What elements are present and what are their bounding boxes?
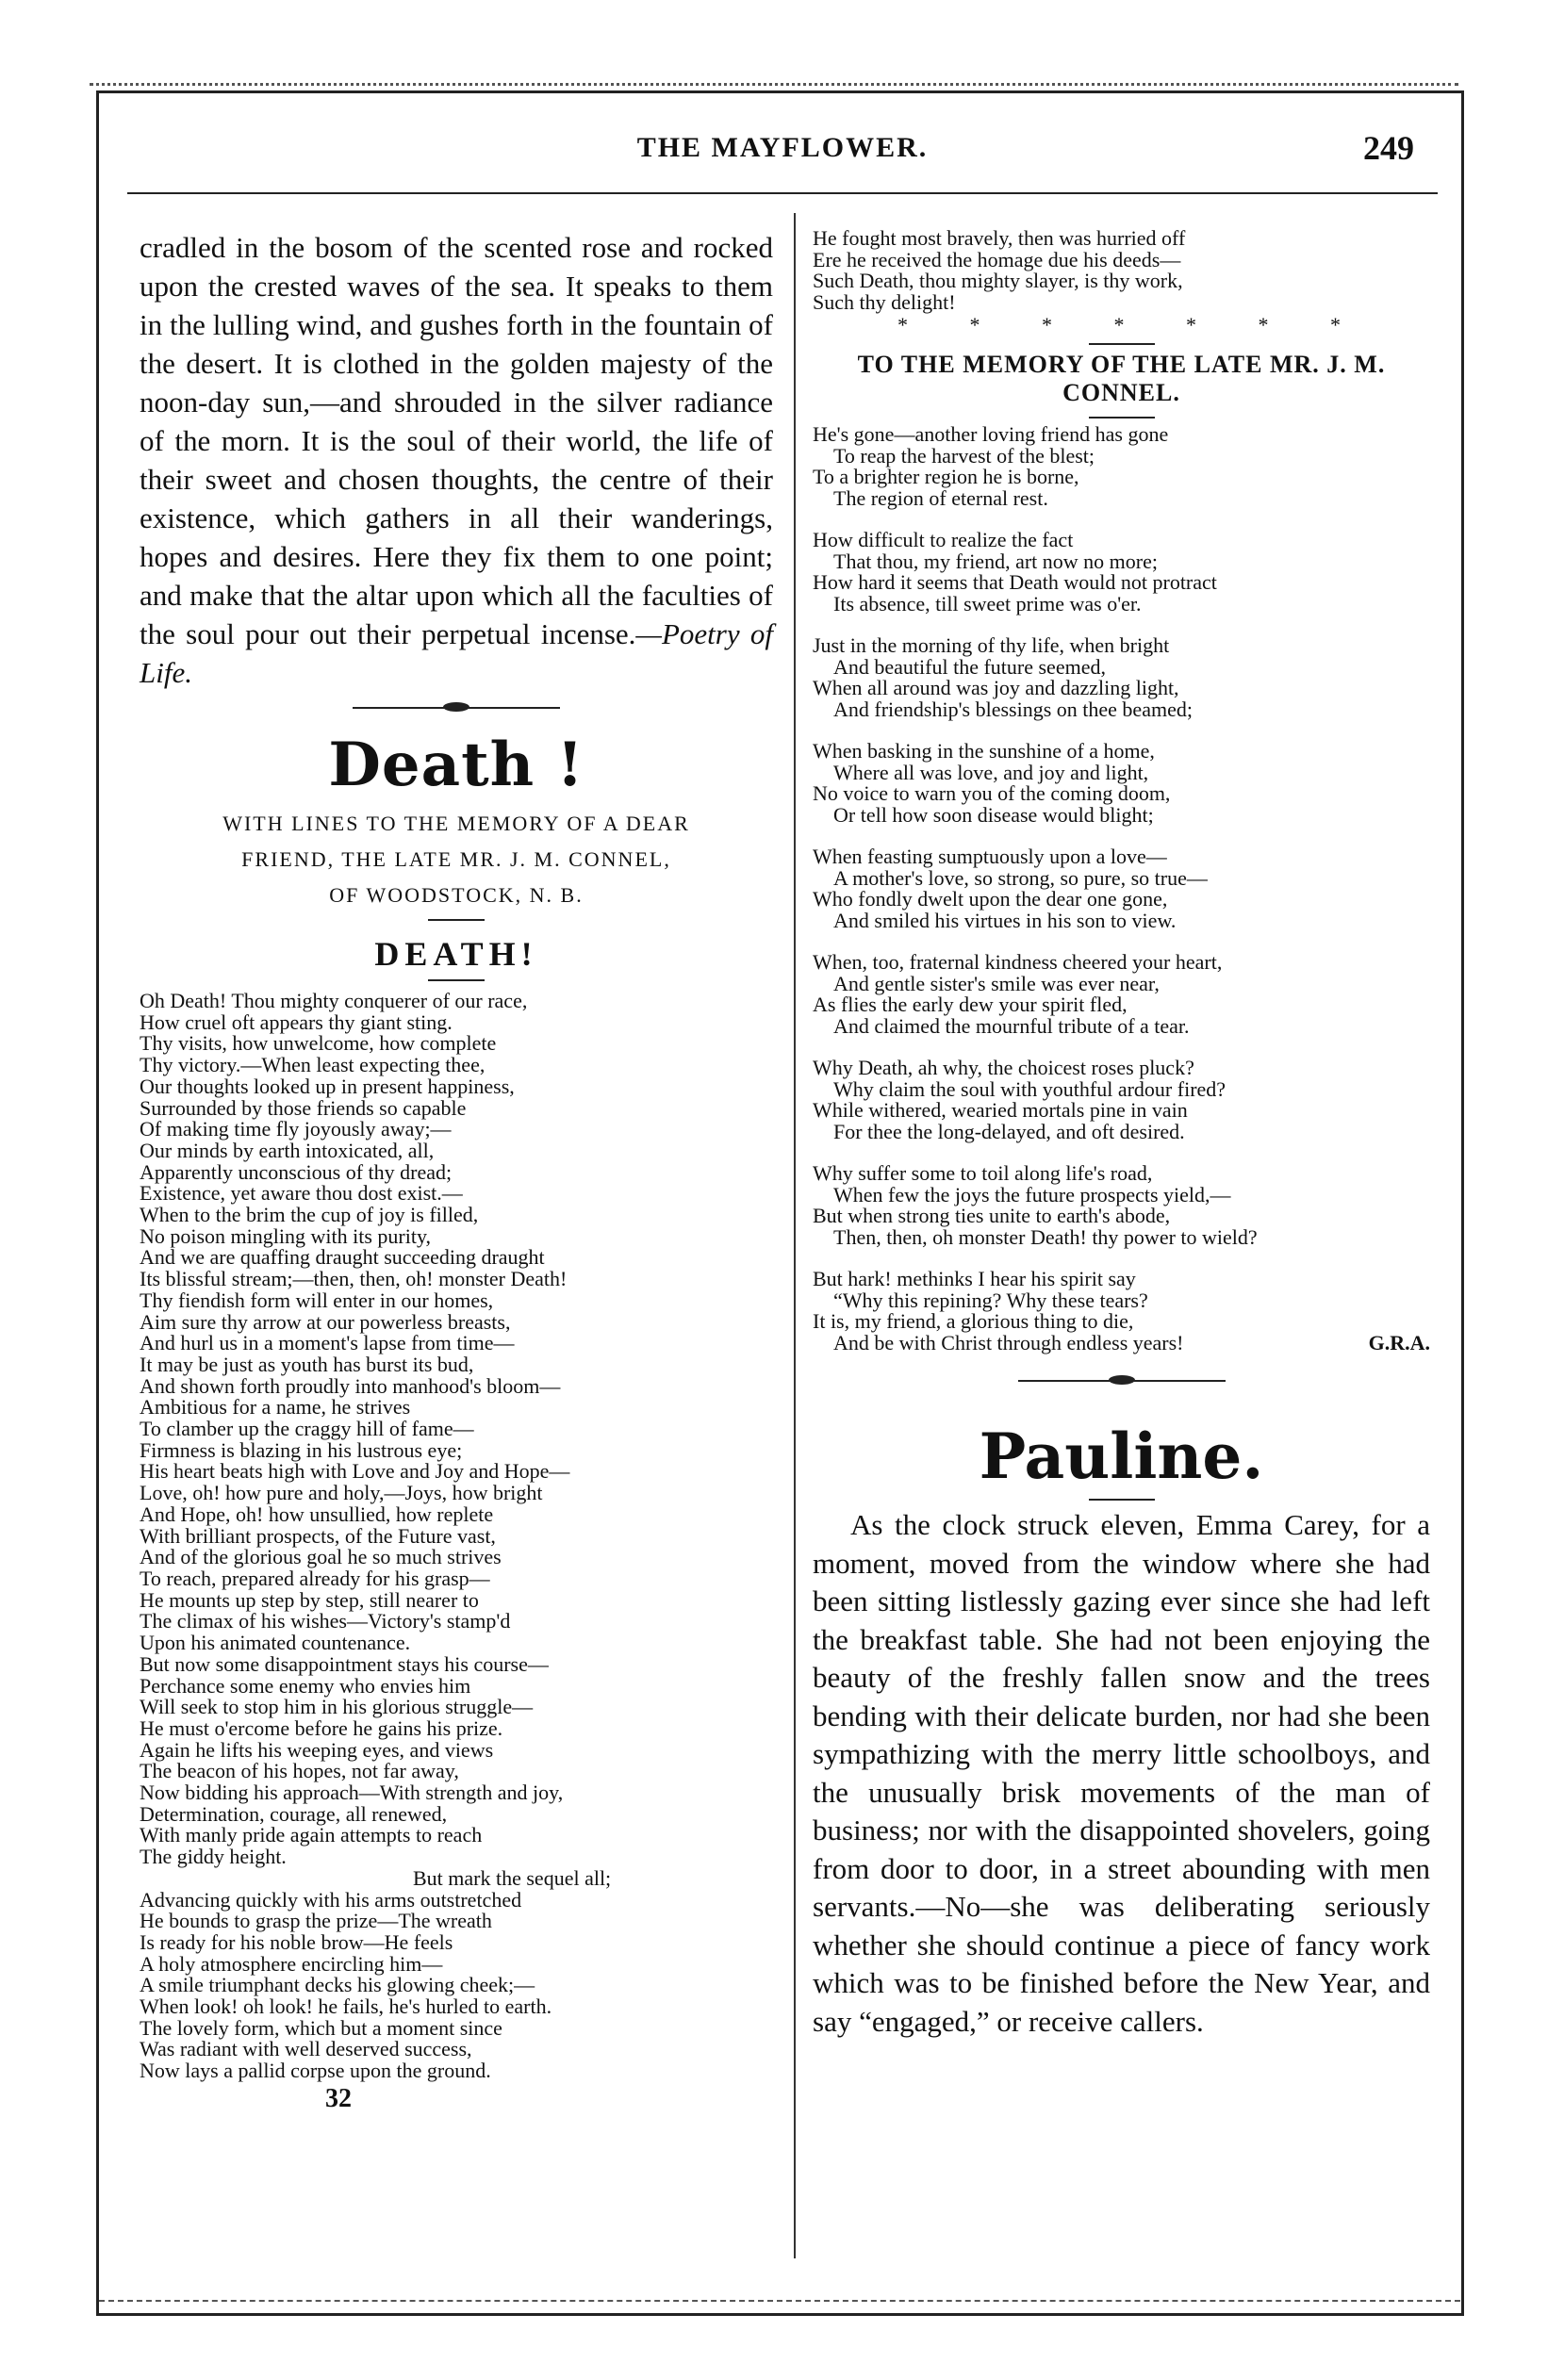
stanza-line-text: Why suffer some to toil along life's road,: [813, 1161, 1153, 1185]
stanza-line: [813, 572, 1430, 594]
poem-line: Advancing quickly with his arms outstretched: [140, 1887, 522, 1912]
left-column: [140, 228, 773, 2114]
stanza-line: [813, 802, 1430, 827]
subheading-line: OF WOODSTOCK, N. B.: [329, 883, 584, 907]
stanza-line: [813, 591, 1430, 616]
stanza-line: [813, 467, 1430, 488]
stanza: [813, 1269, 1430, 1354]
ornament-rule: [353, 702, 560, 714]
stanza: [813, 846, 1430, 931]
right-column: [813, 228, 1430, 2041]
section-ornament: [813, 1374, 1430, 1391]
page-header: [132, 129, 1433, 179]
poem-line: Ambitious for a name, he strives: [140, 1395, 411, 1420]
column-divider: [794, 213, 796, 2258]
stanza-line: [813, 1269, 1430, 1290]
stanza: [813, 635, 1430, 720]
stanza-line: [813, 994, 1430, 1016]
stanza-line-text: While withered, wearied mortals pine in vain: [813, 1098, 1188, 1122]
torn-top-edge: [90, 83, 1458, 86]
stanza-line-text: Where all was love, and joy and light,: [833, 760, 1149, 784]
poem-line: Oh Death! Thou mighty conquerer of our race,: [140, 989, 528, 1012]
stanza-line-text: Just in the morning of thy life, when bright: [813, 633, 1170, 657]
stanza: [813, 952, 1430, 1037]
poem-line: When look! oh look! he fails, he's hurled to earth.: [140, 1994, 552, 2019]
poem-line: Determination, courage, all renewed,: [140, 1801, 448, 1826]
stanza-line-text: It is, my friend, a glorious thing to die,: [813, 1309, 1134, 1333]
poem-line: Thy fiendish form will enter in our homes,: [140, 1288, 494, 1312]
death-poem: [140, 991, 773, 2082]
poem-line: A smile triumphant decks his glowing cheek;—: [140, 1973, 535, 1997]
poem-line: He mounts up step by step, still nearer to: [140, 1587, 479, 1612]
poem-line: Aim sure thy arrow at our powerless breasts,: [140, 1309, 511, 1334]
signature: G.R.A.: [1368, 1330, 1430, 1354]
poem-line: The beacon of his hopes, not far away,: [140, 1759, 459, 1783]
poem-line: Love, oh! how pure and holy,—Joys, how bright: [140, 1481, 543, 1505]
memorial-stanzas: [813, 424, 1430, 1354]
short-rule: [1089, 1499, 1155, 1501]
poem-line: When to the brim the cup of joy is filled,: [140, 1203, 479, 1227]
stanza: [813, 1058, 1430, 1142]
poem-line: Firmness is blazing in his lustrous eye;: [140, 1437, 463, 1462]
verse-line: Such thy delight!: [813, 289, 956, 314]
poem-line: The giddy height.: [140, 1845, 287, 1869]
stanza-line-text: When few the joys the future prospects yield,—: [833, 1182, 1231, 1206]
stanza-line: [813, 783, 1430, 805]
stanza-line-text: When feasting sumptuously upon a love—: [813, 845, 1167, 868]
stanza-line: [813, 530, 1430, 551]
poem-line: But mark the sequel all;: [413, 1865, 612, 1890]
stanza-line: [813, 1330, 1430, 1354]
header-rule: [127, 192, 1438, 194]
short-rule: [1089, 343, 1155, 345]
stanza-line: [813, 889, 1430, 911]
poem-line: His heart beats high with Love and Joy and Hope—: [140, 1459, 570, 1484]
stanza-line: [813, 485, 1430, 510]
poem-line: How cruel oft appears thy giant sting.: [140, 1009, 453, 1034]
ornament-rule: [1018, 1375, 1226, 1387]
stanza-line: [813, 1311, 1430, 1333]
page-number: 249: [1363, 129, 1414, 167]
stanza-line: [813, 678, 1430, 699]
stanza-line-text: How difficult to realize the fact: [813, 528, 1074, 551]
asterism: * * * * * * *: [897, 313, 1369, 336]
poem-line: Thy victory.—When least expecting thee,: [140, 1053, 486, 1077]
poem-line: Will seek to stop him in his glorious struggle—: [140, 1695, 534, 1719]
stanza-line: [813, 971, 1430, 995]
verse-line: He fought most bravely, then was hurried off: [813, 226, 1186, 250]
stanza-line: [813, 424, 1430, 446]
story-text: As the clock struck eleven, Emma Carey, for a moment, moved from the window where she had been sitting listlessly gazing ever since she had left the breakfast table. She had not been enjoying the beauty of the freshly fallen snow and the trees bending with their delicate burden, nor had she been sympathizing with the merry little schoolboys, and the unusually brisk movements of the man of business; nor with the disappointed shovelers, going from door to door, in a street abounding with men servants.—No—she was deliberating seriously whether she should continue a piece of fancy work which was to be finished before the New Year, and say “engaged,” or receive callers.: [813, 1508, 1430, 2038]
essay-continuation: [140, 228, 773, 692]
poem-line: To reach, prepared already for his grasp—: [140, 1566, 490, 1590]
stanza-line: [813, 952, 1430, 974]
stanza-line-text: But when strong ties unite to earth's abode,: [813, 1204, 1171, 1227]
poem-line: A holy atmosphere encircling him—: [140, 1951, 443, 1976]
stanza-line: [813, 760, 1430, 784]
stanza-line-text: Its absence, till sweet prime was o'er.: [833, 591, 1142, 616]
poem-line: Was radiant with well deserved success,: [140, 2037, 472, 2061]
poem-line: Existence, yet aware thou dost exist.—: [140, 1181, 463, 1206]
stanza-line-text: When all around was joy and dazzling light,: [813, 676, 1179, 699]
stanza-line-text: To reap the harvest of the blest;: [833, 443, 1095, 468]
poem-line: Of making time fly joyously away;—: [140, 1117, 452, 1141]
poem-line: Upon his animated countenance.: [140, 1631, 411, 1655]
stanza-line: [813, 908, 1430, 932]
dedication-subheading: [140, 806, 773, 913]
stanza-line-text: Why claim the soul with youthful ardour fired?: [833, 1076, 1227, 1101]
stanza-line: [813, 1058, 1430, 1079]
stanza-line-text: To a brighter region he is borne,: [813, 465, 1079, 488]
stanza-line-text: Then, then, oh monster Death! thy power to wield?: [833, 1224, 1258, 1249]
poem-line: He bounds to grasp the prize—The wreath: [140, 1909, 492, 1933]
stanza-line: [813, 741, 1430, 763]
poem-line: And hurl us in a moment's lapse from time—: [140, 1331, 515, 1355]
stanza-line-text: Who fondly dwelt upon the dear one gone,: [813, 887, 1168, 911]
stanza-line-text: And beautiful the future seemed,: [833, 654, 1106, 679]
stanza: [813, 424, 1430, 509]
stanza-line: [813, 1206, 1430, 1227]
poem-line: Is ready for his noble brow—He feels: [140, 1929, 453, 1954]
column-footer: 32: [325, 2083, 352, 2113]
poem-title: DEATH!: [374, 935, 538, 973]
stanza-line-text: And claimed the mournful tribute of a tear.: [833, 1013, 1190, 1038]
poem-line: Apparently unconscious of thy dread;: [140, 1159, 453, 1184]
stanza-line-text: And be with Christ through endless years!: [833, 1330, 1184, 1354]
poem-line: He must o'ercome before he gains his prize.: [140, 1715, 503, 1740]
stanza-line-text: He's gone—another loving friend has gone: [813, 422, 1169, 446]
stanza-line-text: How hard it seems that Death would not protract: [813, 570, 1217, 594]
stanza-line-text: A mother's love, so strong, so pure, so true—: [833, 865, 1208, 890]
essay-source: —Poetry of Life.: [140, 617, 773, 689]
poem-line: Thy visits, how unwelcome, how complete: [140, 1031, 497, 1056]
stanza-line-text: When, too, fraternal kindness cheered your heart,: [813, 950, 1223, 974]
running-title: THE MAYFLOWER.: [636, 132, 929, 163]
short-rule: [428, 979, 485, 981]
stanza: [813, 741, 1430, 826]
memorial-title: TO THE MEMORY OF THE LATE MR. J. M. CONNEL.: [857, 351, 1386, 406]
stanza-line: [813, 551, 1430, 573]
stanza-line: [813, 654, 1430, 679]
story-title: Pauline.: [979, 1420, 1264, 1493]
poem-line: The climax of his wishes—Victory's stamp'd: [140, 1609, 511, 1633]
stanza-line-text: As flies the early dew your spirit fled,: [813, 993, 1128, 1016]
poem-line: Again he lifts his weeping eyes, and views: [140, 1737, 494, 1762]
stanza-line: [813, 1182, 1430, 1206]
poem-line: But now some disappointment stays his course—: [140, 1651, 549, 1676]
stanza-line: [813, 1290, 1430, 1312]
poem-line: The lovely form, which but a moment since: [140, 2015, 502, 2040]
poem-line: Perchance some enemy who envies him: [140, 1673, 471, 1698]
stanza-line: [813, 865, 1430, 890]
poem-line: Now bidding his approach—With strength and joy,: [140, 1781, 564, 1805]
death-section-title: Death !: [328, 730, 584, 800]
short-rule: [428, 919, 485, 921]
stanza-line: [813, 1100, 1430, 1122]
poem-line: Surrounded by those friends so capable: [140, 1095, 467, 1120]
stanza-line-text: And smiled his virtues in his son to view.: [833, 908, 1177, 932]
stanza-line-text: Why Death, ah why, the choicest roses pluck?: [813, 1056, 1194, 1079]
essay-text: cradled in the bosom of the scented rose and rocked upon the crested waves of the sea. It speaks to them in the lulling wind, and gushes forth in the fountain of the desert. It is clothed in the golden majesty of the noon-day sun,—and shrouded in the silver radiance of the morn. It is the soul of their world, the life of their sweet and chosen thoughts, the centre of their existence, which gathers in all their wanderings, hopes and desires. Here they fix them to one point; and make that the altar upon which all the faculties of the soul pour out their perpetual incense.: [140, 231, 773, 650]
stanza-line-text: And gentle sister's smile was ever near,: [833, 971, 1160, 995]
poem-line: No poison mingling with its purity,: [140, 1223, 432, 1248]
poem-line: It may be just as youth has burst its bud,: [140, 1352, 474, 1376]
verse-line: Such Death, thou mighty slayer, is thy work,: [813, 269, 1183, 292]
poem-line: And Hope, oh! how unsullied, how replete: [140, 1502, 494, 1526]
poem-line: Our minds by earth intoxicated, all,: [140, 1138, 435, 1162]
poem-line: Now lays a pallid corpse upon the ground.: [140, 2059, 491, 2083]
stanza-line: [813, 1163, 1430, 1185]
poem-line: With manly pride again attempts to reach: [140, 1823, 483, 1847]
stanza-line: [813, 846, 1430, 868]
stanza-line-text: For thee the long-delayed, and oft desired.: [833, 1119, 1185, 1143]
poem-line: And of the glorious goal he so much strives: [140, 1545, 502, 1569]
stanza-line: [813, 1013, 1430, 1038]
poem-line: Its blissful stream;—then, then, oh! monster Death!: [140, 1267, 568, 1291]
stanza-line-text: “Why this repining? Why these tears?: [833, 1288, 1148, 1312]
subheading-line: WITH LINES TO THE MEMORY OF A DEAR: [222, 812, 690, 835]
stanza-line: [813, 443, 1430, 468]
poem-line: And shown forth proudly into manhood's bloom—: [140, 1373, 561, 1398]
stanza-line: [813, 1076, 1430, 1101]
stanza-line: [813, 699, 1430, 721]
stanza: [813, 1163, 1430, 1248]
poem-line: With brilliant prospects, of the Future vast,: [140, 1523, 496, 1548]
stanza-line: [813, 1224, 1430, 1249]
stanza-line-text: Or tell how soon disease would blight;: [833, 802, 1154, 827]
verse-line: Ere he received the homage due his deeds—: [813, 247, 1181, 271]
stanza-line: [813, 1119, 1430, 1143]
short-rule: [1089, 417, 1155, 419]
stanza-line: [813, 635, 1430, 657]
poem-line: And we are quaffing draught succeeding draught: [140, 1245, 545, 1270]
stanza-line-text: And friendship's blessings on thee beamed;: [833, 697, 1193, 721]
stanza-line-text: The region of eternal rest.: [833, 485, 1048, 510]
poem-line: To clamber up the craggy hill of fame—: [140, 1417, 474, 1441]
stanza-line-text: That thou, my friend, art now no more;: [833, 549, 1158, 573]
stanza-line-text: When basking in the sunshine of a home,: [813, 739, 1155, 763]
stanza-line-text: No voice to warn you of the coming doom,: [813, 781, 1171, 805]
subheading-line: FRIEND, THE LATE MR. J. M. CONNEL,: [241, 847, 671, 871]
opening-verse: [813, 228, 1430, 313]
stanza: [813, 530, 1430, 615]
section-ornament: [140, 701, 773, 718]
poem-line: Our thoughts looked up in present happiness,: [140, 1074, 515, 1098]
bottom-edge: [99, 2300, 1460, 2302]
stanza-line-text: But hark! methinks I hear his spirit say: [813, 1267, 1136, 1290]
